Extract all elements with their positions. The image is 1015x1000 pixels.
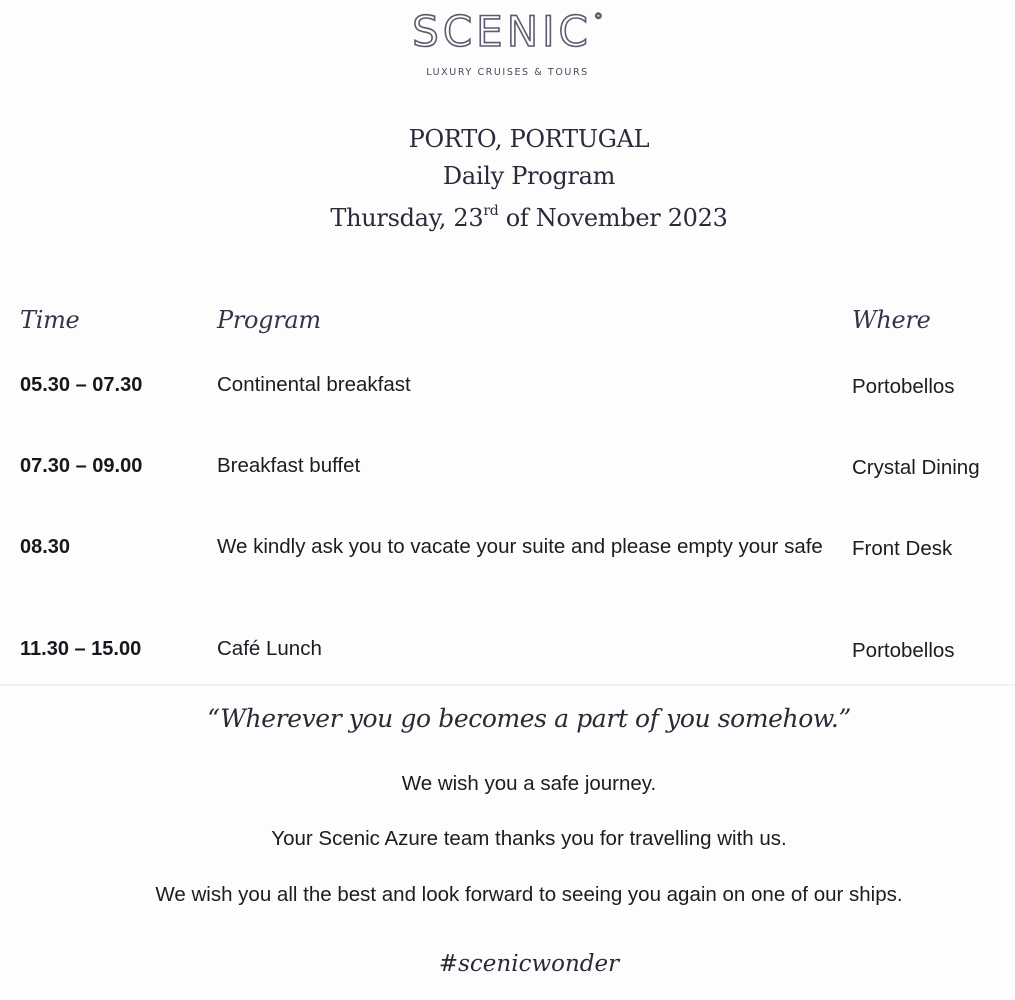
logo-tagline: LUXURY CRUISES & TOURS <box>426 67 589 78</box>
row-time: 11.30 – 15.00 <box>20 638 142 660</box>
location-heading: PORTO, PORTUGAL <box>408 125 650 153</box>
row-time: 05.30 – 07.30 <box>20 374 143 396</box>
column-header-time: Time <box>20 306 80 334</box>
column-header-program: Program <box>217 306 321 334</box>
program-date <box>0 198 1015 233</box>
date-ordinal: rd <box>483 203 499 219</box>
scenic-logo <box>0 8 1015 56</box>
closing-line: We wish you a safe journey. <box>401 772 657 795</box>
closing-line: Your Scenic Azure team thanks you for travelling with us. <box>271 827 787 850</box>
row-program: We kindly ask you to vacate your suite and please empty your safe <box>217 535 823 558</box>
row-location: Crystal Dining <box>852 456 980 479</box>
row-location: Front Desk <box>852 537 953 560</box>
closing-line: We wish you all the best and look forward to seeing you again on one of our ships. <box>155 883 903 906</box>
row-location: Portobellos <box>852 375 955 398</box>
row-program: Continental breakfast <box>217 373 411 396</box>
row-location: Portobellos <box>852 639 955 662</box>
date-suffix: of November 2023 <box>498 204 728 232</box>
hashtag: #scenicwonder <box>438 951 620 977</box>
logo-wordmark: SCENIC <box>412 7 592 56</box>
row-time: 08.30 <box>20 536 71 558</box>
row-program: Breakfast buffet <box>217 454 361 477</box>
paper-fold-line <box>0 684 1015 687</box>
row-program: Café Lunch <box>217 637 322 660</box>
travel-quote: “Wherever you go becomes a part of you somehow.” <box>207 704 851 733</box>
program-subtitle: Daily Program <box>442 162 616 190</box>
date-prefix: Thursday, 23 <box>330 204 484 232</box>
logo-degree-mark: ° <box>593 10 603 31</box>
row-time: 07.30 – 09.00 <box>20 455 143 477</box>
column-header-where: Where <box>852 306 931 334</box>
